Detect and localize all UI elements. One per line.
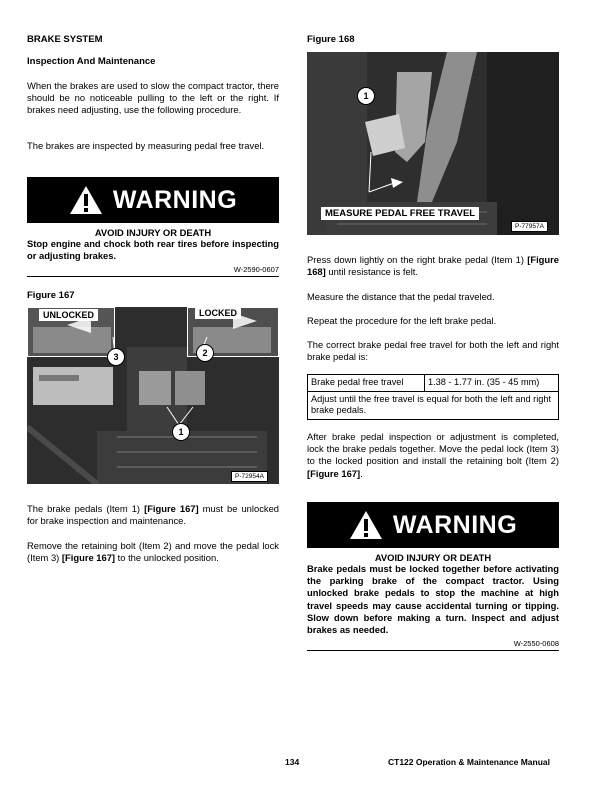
warning-block-2	[307, 502, 559, 651]
label-unlocked: UNLOCKED	[39, 309, 98, 321]
warning-code: W-2590-0607	[233, 265, 279, 275]
warning-avoid: AVOID INJURY OR DEATH	[374, 552, 492, 563]
section-title: BRAKE SYSTEM	[27, 34, 103, 45]
callout-3: 3	[107, 348, 125, 366]
table-row	[308, 375, 559, 392]
table-row	[308, 391, 559, 419]
repeat-paragraph: Repeat the procedure for the left brake pedal.	[307, 315, 497, 326]
warning-body: Brake pedals must be locked together before activating the parking brake of the compact tractor. Using unlocked brake pedals to stop the machine at high travel speeds may cause accidental turning or tipping. Slow down before making a turn. Inspect and adjust brakes as needed.	[307, 563, 559, 636]
photo-code: P-77957A	[511, 221, 548, 232]
callout-1: 1	[172, 423, 190, 441]
label-locked: LOCKED	[195, 307, 241, 319]
warning-avoid: AVOID INJURY OR DEATH	[94, 227, 212, 238]
spec-label: Brake pedal free travel	[308, 375, 425, 392]
figure-167-photo	[27, 307, 279, 484]
warning-title: WARNING	[112, 185, 238, 214]
correct-travel-paragraph: The correct brake pedal free travel for both the left and right brake pedal is:	[307, 339, 559, 363]
divider	[27, 276, 279, 277]
callout-1: 1	[357, 87, 375, 105]
callout-2: 2	[196, 344, 214, 362]
spec-note: Adjust until the free travel is equal for both the left and right brake pedals.	[308, 391, 559, 419]
warning-triangle-icon	[349, 510, 383, 540]
manual-title: CT122 Operation & Maintenance Manual	[388, 757, 551, 767]
subsection-title: Inspection And Maintenance	[27, 56, 156, 67]
warning-triangle-icon	[69, 185, 103, 215]
warning-banner	[307, 502, 559, 548]
lock-pedals-paragraph: After brake pedal inspection or adjustment is completed, lock the brake pedals together. Move the pedal lock (Item 3) to the locked position and install the retaining bolt (Item 2) [Figure 167].	[307, 431, 559, 479]
figure-168-caption: Figure 168	[307, 34, 355, 45]
spec-value: 1.38 - 1.77 in. (35 - 45 mm)	[425, 375, 559, 392]
warning-block-1	[27, 177, 279, 277]
inspect-paragraph: The brakes are inspected by measuring pedal free travel.	[27, 140, 265, 151]
unlock-paragraph: The brake pedals (Item 1) [Figure 167] must be unlocked for brake inspection and maintenance.	[27, 503, 279, 527]
warning-body: Stop engine and chock both rear tires before inspecting or adjusting brakes.	[27, 238, 279, 262]
figure-168-photo	[307, 52, 559, 235]
figure-167-caption: Figure 167	[27, 290, 75, 301]
spec-table	[307, 374, 559, 420]
intro-paragraph: When the brakes are used to slow the compact tractor, there should be no noticeable pulling to the left or the right. If brakes need adjusting, use the following procedure.	[27, 80, 279, 116]
page-number: 134	[285, 757, 300, 767]
press-pedal-paragraph: Press down lightly on the right brake pedal (Item 1) [Figure 168] until resistance is felt.	[307, 254, 559, 278]
warning-title: WARNING	[392, 510, 518, 539]
remove-bolt-paragraph: Remove the retaining bolt (Item 2) and move the pedal lock (Item 3) [Figure 167] to the unlocked position.	[27, 540, 279, 564]
warning-banner	[27, 177, 279, 223]
photo-code: P-72954A	[231, 471, 268, 482]
divider	[307, 650, 559, 651]
measure-paragraph: Measure the distance that the pedal traveled.	[307, 291, 495, 302]
warning-code: W-2550-0608	[513, 639, 559, 649]
measure-label: MEASURE PEDAL FREE TRAVEL	[321, 207, 479, 220]
